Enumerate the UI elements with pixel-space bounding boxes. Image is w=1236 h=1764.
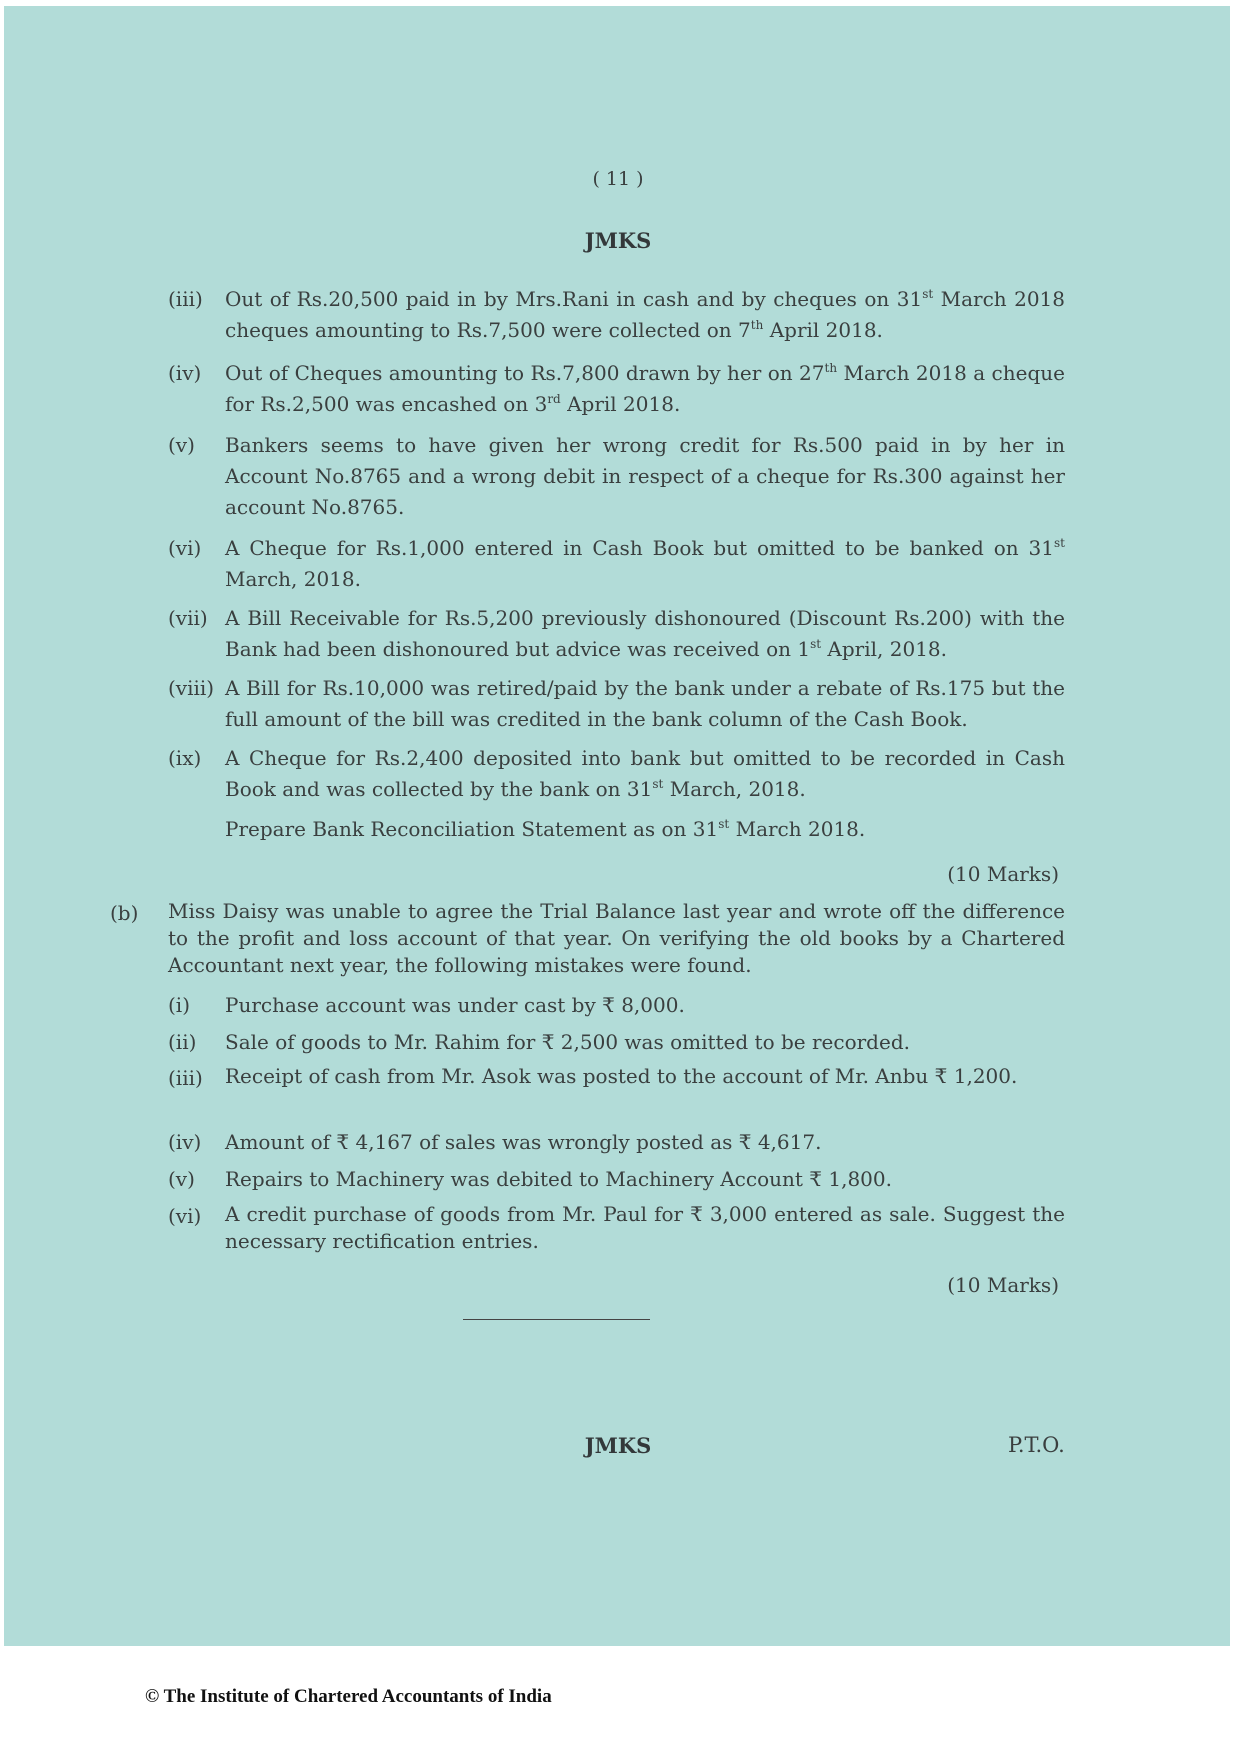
question-item: A Bill Receivable for Rs.5,200 previously dishonoured (Discount Rs.200) with the Bank had been dishonoured but advice was received on 1st April, 2018. [225,606,1065,661]
question-item: Purchase account was under cast by ₹ 8,000. [225,993,685,1017]
question-item: Repairs to Machinery was debited to Machinery Account ₹ 1,800. [225,1167,892,1191]
item-number: (ii) [168,1030,197,1054]
item-number: (vii) [168,606,208,630]
question-item: Amount of ₹ 4,167 of sales was wrongly posted as ₹ 4,617. [225,1130,822,1154]
part-b-intro: Miss Daisy was unable to agree the Trial Balance last year and wrote off the difference to the profit and loss account of that year. On verifying the old books by a Chartered Accountant next year, the following mistakes were found. [168,899,1065,977]
paper-code-footer: JMKS [584,1433,652,1458]
item-number: (v) [168,1167,195,1191]
end-divider [463,1319,650,1320]
item-number: (iii) [168,287,203,311]
please-turn-over: P.T.O. [1008,1433,1065,1457]
item-number: (iii) [168,1066,203,1090]
item-number: (iv) [168,1130,202,1154]
question-item: Out of Cheques amounting to Rs.7,800 drawn by her on 27th March 2018 a cheque for Rs.2,500 was encashed on 3rd April 2018. [225,361,1065,416]
item-number: (vi) [168,536,202,560]
item-number: (iv) [168,361,202,385]
part-label: (b) [110,901,139,925]
question-item: Out of Rs.20,500 paid in by Mrs.Rani in cash and by cheques on 31st March 2018 cheques amounting to Rs.7,500 were collected on 7th April 2018. [225,287,1065,342]
item-number: (viii) [168,676,215,700]
copyright-notice: © The Institute of Chartered Accountants of India [145,1686,552,1707]
item-number: (v) [168,433,195,457]
question-item: A Bill for Rs.10,000 was retired/paid by the bank under a rebate of Rs.175 but the full amount of the bill was credited in the bank column of the Cash Book. [225,676,1065,731]
page-number: ( 11 ) [592,168,644,190]
question-item: A Cheque for Rs.1,000 entered in Cash Book but omitted to be banked on 31st March, 2018. [225,536,1065,591]
question-item: A Cheque for Rs.2,400 deposited into bank but omitted to be recorded in Cash Book and was collected by the bank on 31st March, 2018. [225,746,1065,801]
instruction-text: Prepare Bank Reconciliation Statement as on 31st March 2018. [225,817,866,841]
marks-label: (10 Marks) [947,862,1059,886]
question-item: Sale of goods to Mr. Rahim for ₹ 2,500 was omitted to be recorded. [225,1030,910,1054]
marks-label: (10 Marks) [947,1273,1059,1297]
paper-code-header: JMKS [584,228,652,253]
item-number: (vi) [168,1204,202,1228]
question-item: Bankers seems to have given her wrong credit for Rs.500 paid in by her in Account No.8765 and a wrong debit in respect of a cheque for Rs.300 against her account No.8765. [225,433,1065,519]
item-number: (ix) [168,746,202,770]
question-item: A credit purchase of goods from Mr. Paul for ₹ 3,000 entered as sale. Suggest the necessary rectification entries. [225,1202,1065,1253]
item-number: (i) [168,993,191,1017]
question-item: Receipt of cash from Mr. Asok was posted to the account of Mr. Anbu ₹ 1,200. [225,1064,1018,1088]
